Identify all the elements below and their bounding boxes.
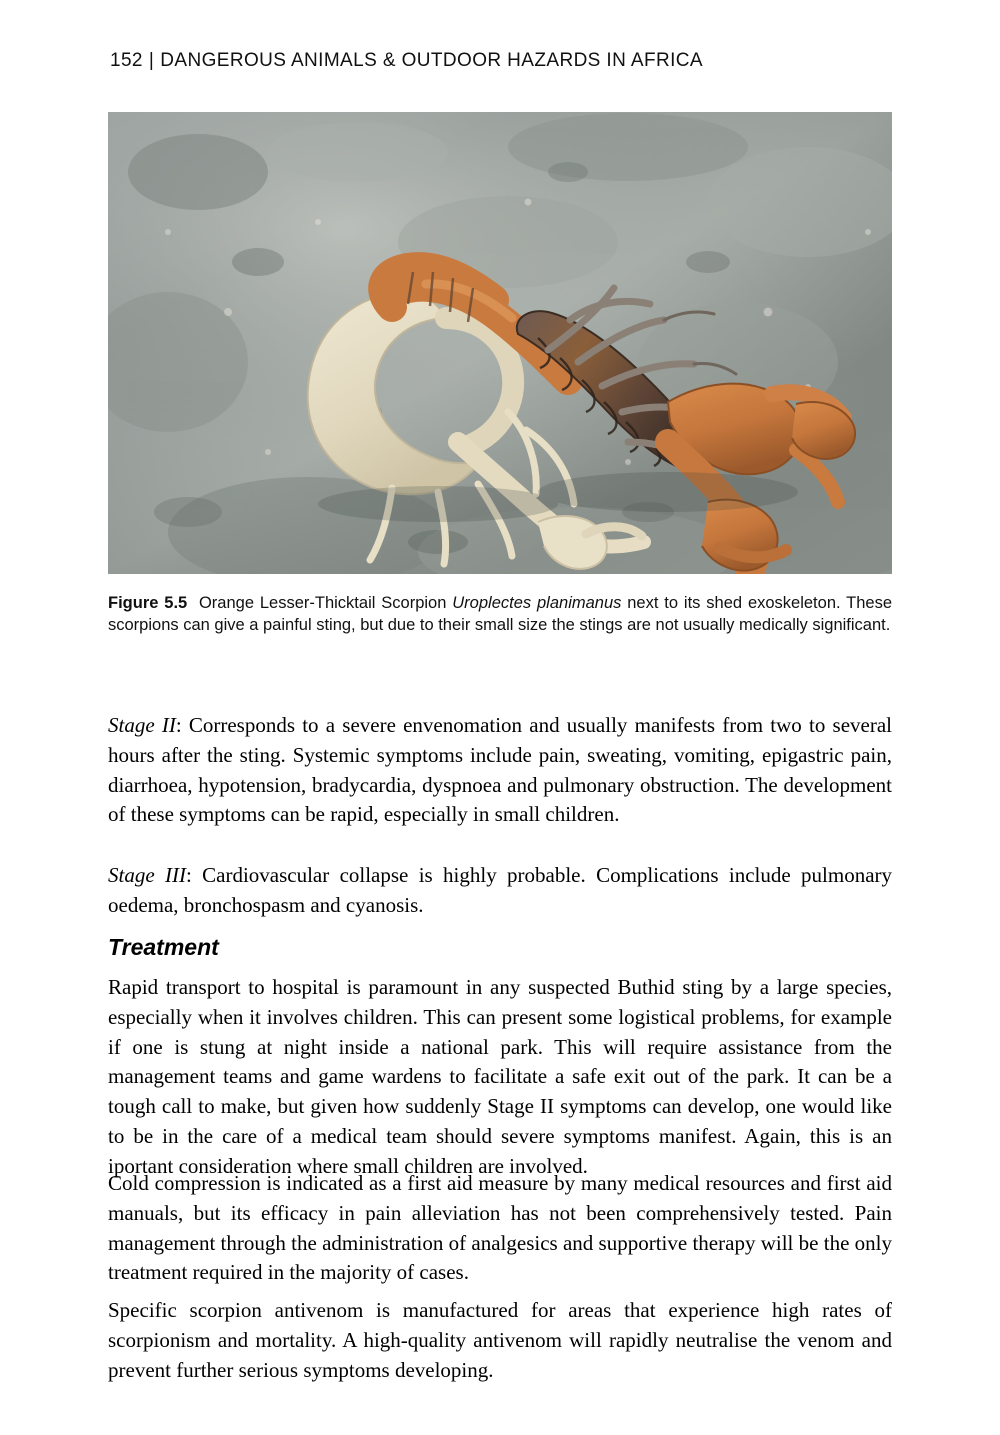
page-number: 152 (110, 50, 143, 71)
stage-three-label: Stage III (108, 863, 186, 887)
caption-text-1: Orange Lesser-Thicktail Scorpion (198, 594, 453, 612)
figure-caption (108, 592, 892, 637)
page-header (110, 50, 703, 72)
scorpion-photo (108, 112, 892, 574)
stage-two-label: Stage II (108, 713, 176, 737)
paragraph-treatment-3: Specific scorpion antivenom is manufactured for areas that experience high rates of scorpionism and mortality. A high-quality antivenom will rapidly neutralise the venom and prevent further serious symptoms developing. (108, 1298, 892, 1382)
paragraph-stage-two (108, 711, 892, 830)
species-name: Uroplectes planimanus (452, 594, 622, 612)
paragraph-treatment-2: Cold compression is indicated as a first aid measure by many medical resources and first aid manuals, but its efficacy in pain alleviation has not been comprehensively tested. Pain management through the administration of analgesics and supportive therapy will be the only treatment required in the majority of cases. (108, 1171, 892, 1285)
caption-text-2: next to its shed exoskeleton. These scorpions can give a painful sting, but due to their small size the stings are not usually medically significant. (108, 594, 893, 635)
figure-label: Figure 5.5 (108, 594, 188, 612)
paragraph-treatment-1: Rapid transport to hospital is paramount in any suspected Buthid sting by a large species, especially when it involves children. This can present some logistical problems, for example if one is stung at night inside a national park. This will require assistance from the management teams and game wardens to facilitate a safe exit out of the park. It can be a tough call to make, but given how suddenly Stage II symptoms can develop, one would like to be in the care of a medical team should severe symptoms manifest. Again, this is an iportant consideration where small children are involved. (108, 975, 892, 1178)
paragraph-stage-three (108, 861, 892, 921)
stage-three-text: : Cardiovascular collapse is highly probable. Complications include pulmonary oedema, bronchospasm and cyanosis. (108, 863, 893, 917)
header-separator: | (148, 50, 155, 71)
stage-two-text: : Corresponds to a severe envenomation and usually manifests from two to several hours after the sting. Systemic symptoms include pain, sweating, vomiting, epigastric pain, diarrhoea, hypotension, bradycardia, dyspnoea and pulmonary obstruction. The development of these symptoms can be rapid, especially in small children. (108, 713, 892, 827)
figure-image-container (108, 112, 892, 574)
treatment-heading: Treatment (108, 934, 219, 961)
header-title: DANGEROUS ANIMALS & OUTDOOR HAZARDS IN AFRICA (160, 50, 703, 71)
